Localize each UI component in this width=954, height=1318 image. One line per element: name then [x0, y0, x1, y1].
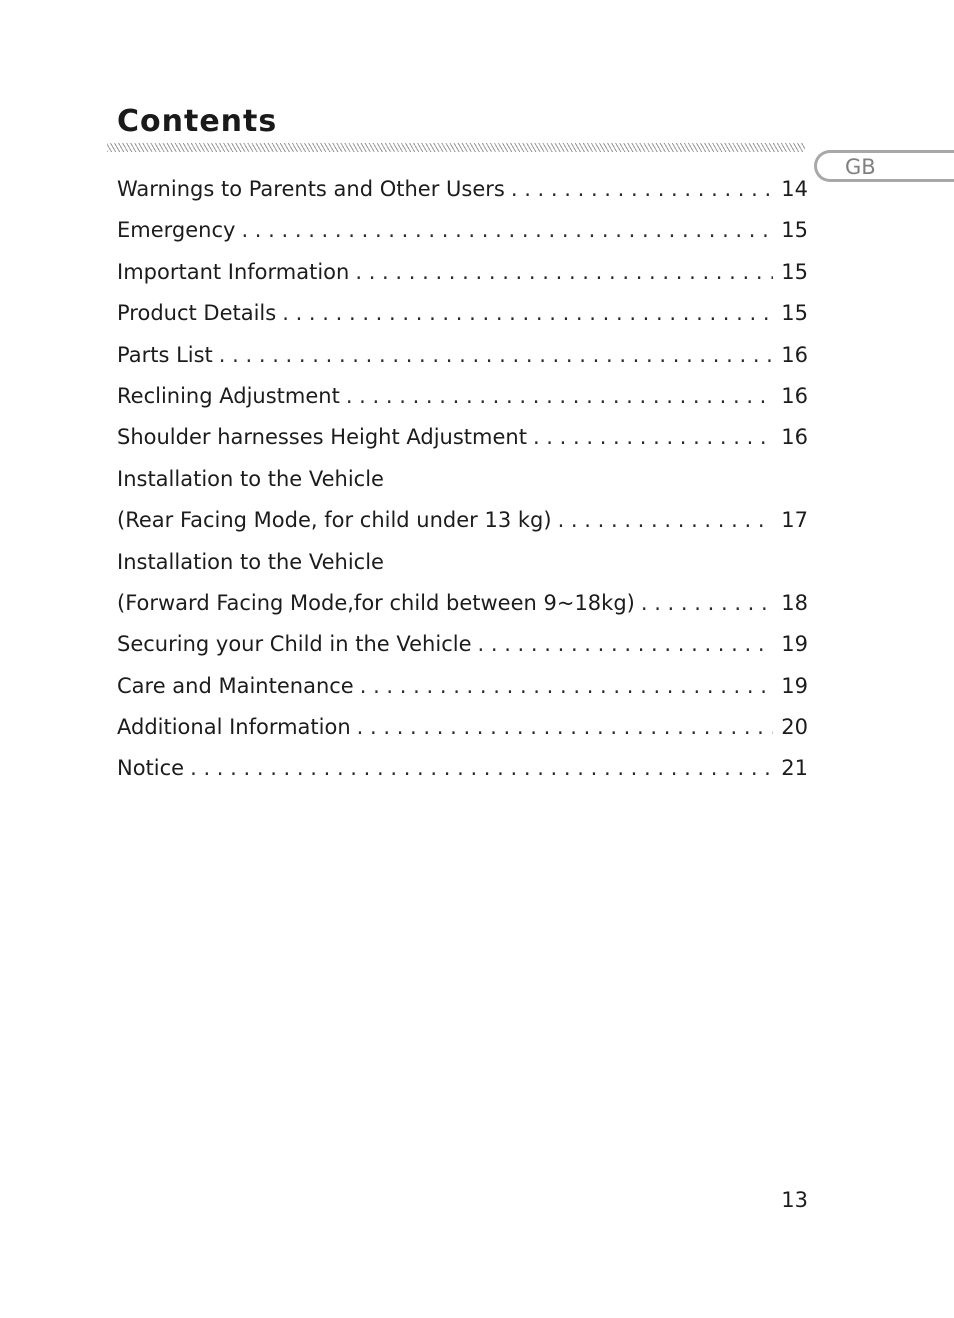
- toc-entry-heading[interactable]: [117, 542, 808, 583]
- toc-leader-dots: [355, 252, 773, 293]
- toc-leader-dots: [282, 293, 773, 334]
- toc-entry-page: 17: [781, 508, 808, 533]
- toc-entry-label: Installation to the Vehicle: [117, 549, 384, 574]
- toc-entry-label: Warnings to Parents and Other Users: [117, 177, 505, 201]
- toc-entry-label: Installation to the Vehicle: [117, 466, 384, 491]
- toc-leader-dots: [190, 748, 773, 789]
- toc-leader-dots: [219, 335, 773, 376]
- toc-entry-page: 16: [781, 425, 808, 450]
- toc-entry-page: 15: [781, 218, 808, 243]
- toc-entry-page: 14: [781, 177, 808, 201]
- toc-entry[interactable]: [117, 666, 808, 707]
- language-tab-label: GB: [845, 155, 876, 179]
- toc-entry-label: Shoulder harnesses Height Adjustment: [117, 425, 527, 450]
- toc-entry-page: 15: [781, 259, 808, 284]
- toc-entry[interactable]: [117, 252, 808, 293]
- toc-entry-label: Important Information: [117, 259, 350, 284]
- toc-entry[interactable]: [117, 210, 808, 251]
- toc-entry-page: 15: [781, 301, 808, 326]
- toc-leader-dots: [641, 583, 773, 624]
- toc-entry[interactable]: [117, 376, 808, 417]
- toc-entry[interactable]: [117, 169, 808, 210]
- toc-entry-label: (Rear Facing Mode, for child under 13 kg): [117, 508, 552, 533]
- toc-entry[interactable]: [117, 624, 808, 665]
- toc-entry-page: 19: [781, 673, 808, 698]
- toc-entry[interactable]: [117, 500, 808, 541]
- toc-leader-dots: [533, 417, 773, 458]
- toc-entry-label: Securing your Child in the Vehicle: [117, 632, 472, 657]
- toc-entry[interactable]: [117, 335, 808, 376]
- toc-entry-label: Reclining Adjustment: [117, 383, 340, 408]
- toc-entry-label: Notice: [117, 756, 185, 781]
- toc-entry[interactable]: [117, 417, 808, 458]
- toc-leader-dots: [241, 210, 773, 251]
- toc-entry-page: 16: [781, 383, 808, 408]
- language-tab: [814, 150, 954, 182]
- toc-entry-label: Care and Maintenance: [117, 673, 354, 698]
- toc-entry-label: Additional Information: [117, 715, 351, 740]
- toc-leader-dots: [360, 666, 774, 707]
- toc-entry-page: 16: [781, 342, 808, 367]
- table-of-contents: [117, 169, 808, 790]
- toc-leader-dots: [346, 376, 773, 417]
- toc-entry-label: (Forward Facing Mode,for child between 9~18kg): [117, 590, 635, 615]
- toc-entry-page: 20: [781, 715, 808, 740]
- toc-entry-page: 18: [781, 590, 808, 615]
- toc-entry-page: 21: [781, 756, 808, 781]
- toc-entry-label: Parts List: [117, 342, 213, 367]
- hatched-divider: [107, 143, 805, 152]
- toc-entry[interactable]: [117, 748, 808, 789]
- toc-leader-dots: [357, 707, 774, 748]
- toc-entry-label: Product Details: [117, 301, 277, 326]
- toc-leader-dots: [558, 500, 774, 541]
- page-title: Contents: [117, 104, 278, 139]
- toc-entry[interactable]: [117, 293, 808, 334]
- toc-leader-dots: [511, 169, 773, 210]
- toc-leader-dots: [478, 624, 774, 665]
- toc-entry-heading[interactable]: [117, 459, 808, 500]
- toc-entry[interactable]: [117, 583, 808, 624]
- toc-entry[interactable]: [117, 707, 808, 748]
- toc-entry-label: Emergency: [117, 218, 236, 243]
- page-number: 13: [781, 1188, 808, 1212]
- toc-entry-page: 19: [781, 632, 808, 657]
